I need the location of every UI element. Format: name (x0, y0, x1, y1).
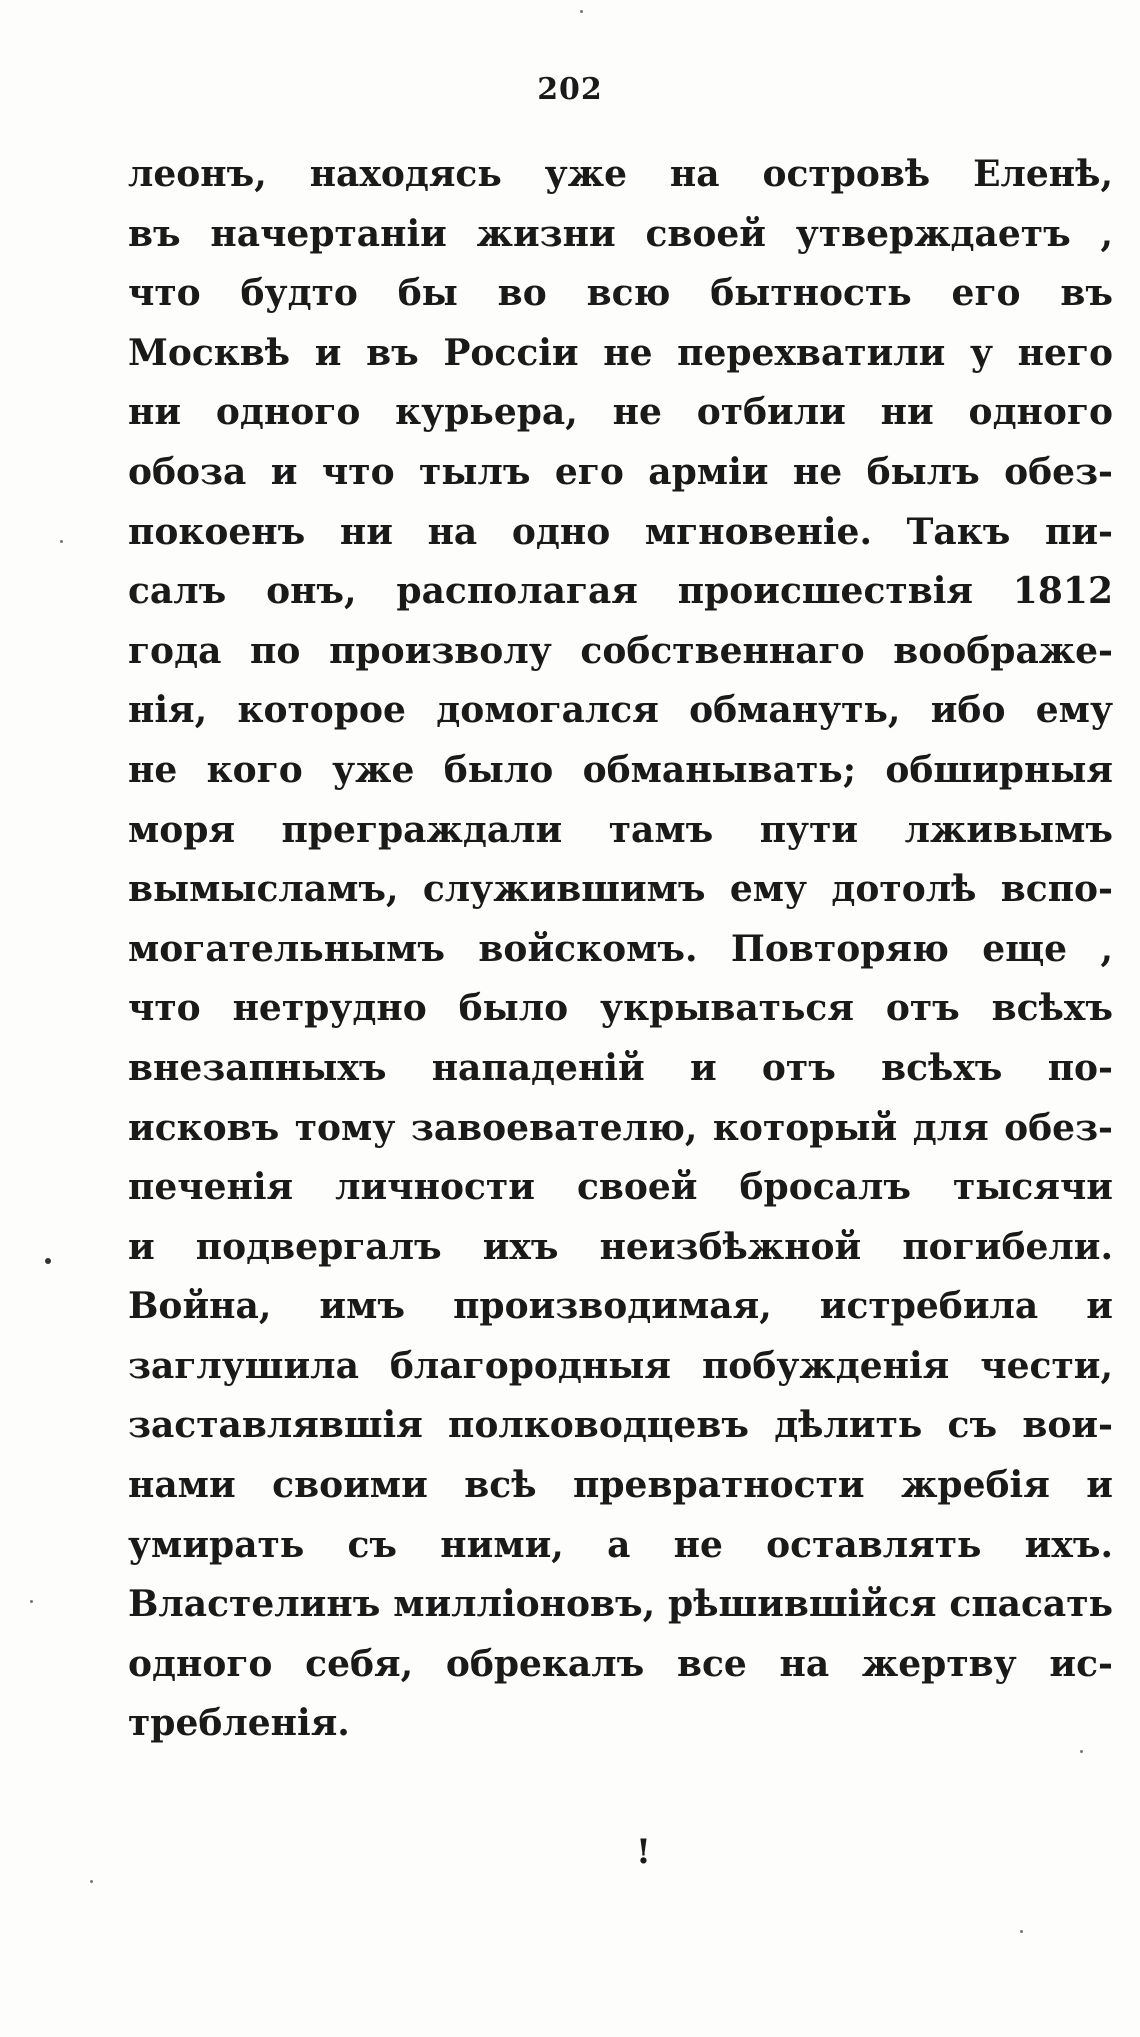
text-line-27: требленія. (128, 1702, 350, 1745)
text-line-6: обоза и что тылъ его арміи не былъ обез- (128, 450, 1113, 493)
print-speck (90, 1880, 93, 1883)
print-speck (580, 10, 583, 13)
text-line-10: нія, которое домогался обмануть, ибо ему (128, 689, 1113, 732)
text-line-14: могательнымъ войскомъ. Повторяю еще , (128, 927, 1113, 970)
text-line-9: года по произволу собственнаго воображе- (128, 629, 1113, 672)
text-line-4: Москвѣ и въ Россіи не перехватили у него (128, 331, 1113, 374)
print-speck (45, 1258, 51, 1264)
text-line-21: заглушила благородныя побужденія чести, (128, 1344, 1113, 1387)
text-line-23: нами своими всѣ превратности жребія и (128, 1464, 1113, 1507)
text-line-22: заставлявшія полководцевъ дѣлить съ вои- (128, 1404, 1113, 1447)
text-line-12: моря преграждали тамъ пути лживымъ (128, 808, 1113, 851)
text-line-19: и подвергалъ ихъ неизбѣжной погибели. (128, 1225, 1113, 1268)
text-line-7: покоенъ ни на одно мгновеніе. Такъ пи- (128, 510, 1113, 553)
text-line-18: печенія личности своей бросалъ тысячи (128, 1166, 1113, 1209)
text-line-25: Властелинъ милліоновъ, рѣшившійся спасать (128, 1583, 1113, 1626)
text-line-26: одного себя, обрекалъ все на жертву ис- (128, 1642, 1113, 1685)
page-number: 202 (537, 72, 603, 107)
text-line-3: что будто бы во всю бытность его въ (128, 272, 1113, 315)
text-line-11: не кого уже было обманывать; обширныя (128, 748, 1113, 791)
text-line-20: Война, имъ производимая, истребила и (128, 1285, 1113, 1328)
text-line-17: исковъ тому завоевателю, который для обез- (128, 1106, 1113, 1149)
text-line-16: внезапныхъ нападеній и отъ всѣхъ по- (128, 1046, 1113, 1089)
print-speck (60, 540, 63, 543)
text-line-15: что нетрудно было укрываться отъ всѣхъ (128, 987, 1113, 1030)
print-speck (30, 1600, 33, 1603)
body-text (128, 145, 1113, 1754)
text-line-24: умирать съ ними, а не оставлять ихъ. (128, 1523, 1113, 1566)
footer-mark: ! (636, 1832, 651, 1872)
text-line-8: салъ онъ, располагая происшествія 1812 (128, 570, 1113, 613)
text-line-5: ни одного курьера, не отбили ни одного (128, 391, 1113, 434)
text-line-13: вымысламъ, служившимъ ему дотолѣ вспо- (128, 868, 1113, 911)
print-speck (1080, 1750, 1083, 1753)
text-line-1: леонъ, находясь уже на островѣ Еленѣ, (128, 153, 1113, 195)
print-speck (1020, 1930, 1023, 1933)
text-line-2: въ начертаніи жизни своей утверждаетъ , (128, 212, 1113, 255)
